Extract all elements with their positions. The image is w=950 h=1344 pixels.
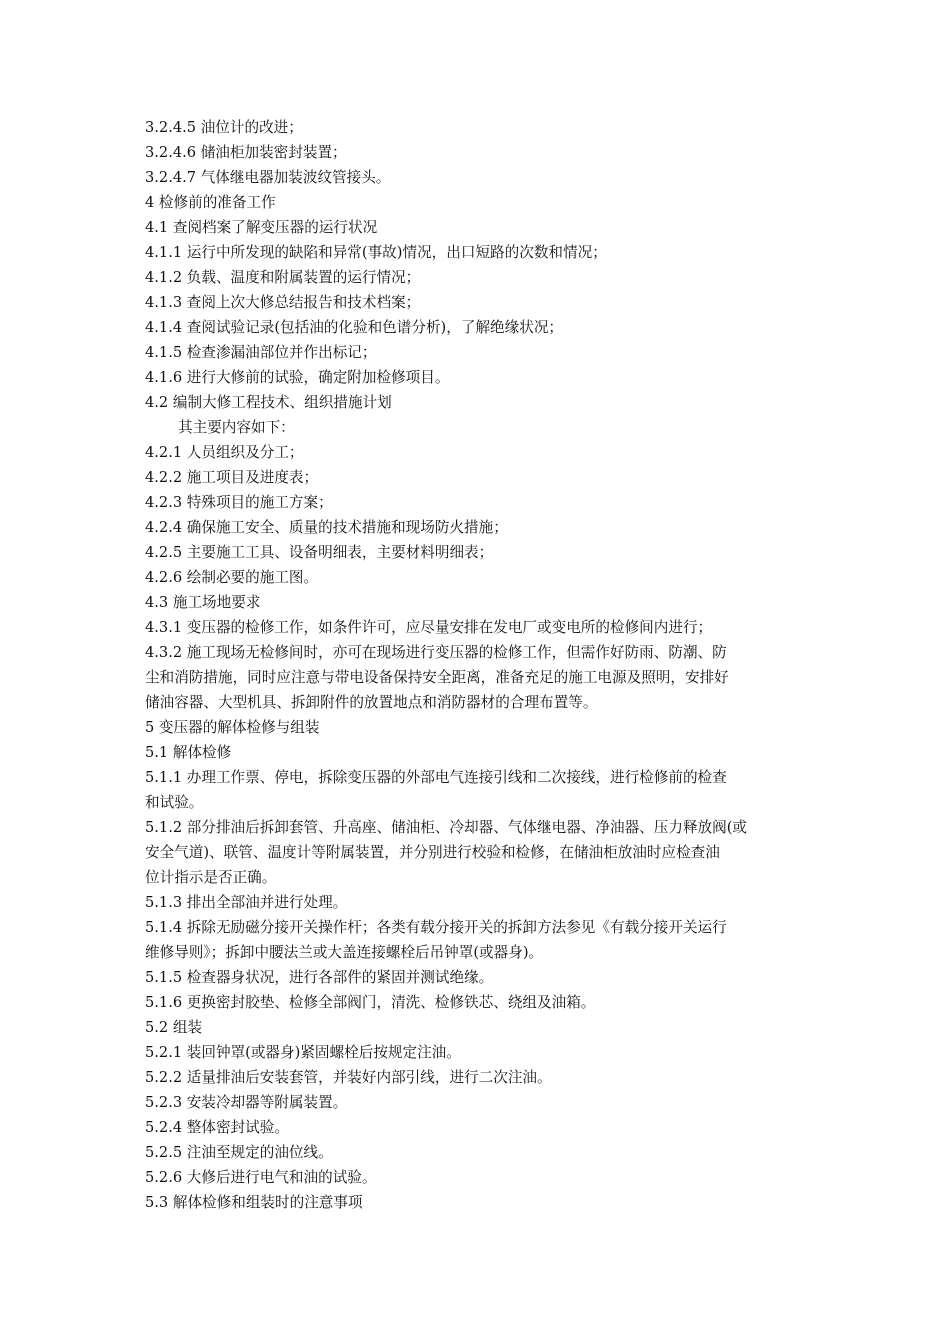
text-line: 4.1.6 进行大修前的试验，确定附加检修项目。 <box>145 369 450 386</box>
text-line: 和试验。 <box>145 794 204 811</box>
document-body <box>145 115 813 1215</box>
text-line: 4.2.5 主要施工工具、设备明细表，主要材料明细表； <box>145 544 494 561</box>
text-line: 5.1.2 部分排油后拆卸套管、升高座、储油柜、冷却器、气体继电器、净油器、压力释放阀(或 <box>145 819 748 836</box>
text-line: 3.2.4.5 油位计的改进； <box>145 119 303 136</box>
text-line: 3.2.4.6 储油柜加装密封装置； <box>145 144 347 161</box>
text-line: 4.1.1 运行中所发现的缺陷和异常(事故)情况，出口短路的次数和情况； <box>145 244 607 261</box>
text-line: 4.2.6 绘制必要的施工图。 <box>145 569 319 586</box>
subsection-heading: 4.1 查阅档案了解变压器的运行状况 <box>145 219 378 236</box>
text-line: 3.2.4.7 气体继电器加装波纹管接头。 <box>145 169 391 186</box>
text-line: 其主要内容如下： <box>178 419 295 436</box>
text-line: 5.1.5 检查器身状况，进行各部件的紧固并测试绝缘。 <box>145 969 494 986</box>
text-line: 5.1.4 拆除无励磁分接开关操作杆；各类有载分接开关的拆卸方法参见《有载分接开关运行 <box>145 919 727 936</box>
text-line: 4.3.2 施工现场无检修间时，亦可在现场进行变压器的检修工作，但需作好防雨、防潮、防 <box>145 644 727 661</box>
text-line: 维修导则》；拆卸中腰法兰或大盖连接螺栓后吊钟罩(或器身)。 <box>145 944 544 961</box>
section-heading: 4 检修前的准备工作 <box>145 194 276 211</box>
text-line: 5.2.1 装回钟罩(或器身)紧固螺栓后按规定注油。 <box>145 1044 461 1061</box>
subsection-heading: 5.1 解体检修 <box>145 744 232 761</box>
text-line: 5.2.3 安装冷却器等附属装置。 <box>145 1094 348 1111</box>
text-line: 4.1.4 查阅试验记录(包括油的化验和色谱分析)，了解绝缘状况； <box>145 319 564 336</box>
text-line: 4.3.1 变压器的检修工作，如条件许可，应尽量安排在发电厂或变电所的检修间内进行； <box>145 619 713 636</box>
text-line: 5.2.4 整体密封试验。 <box>145 1119 289 1136</box>
text-line: 5.1.1 办理工作票、停电，拆除变压器的外部电气连接引线和二次接线，进行检修前的检查 <box>145 769 727 786</box>
text-line: 5.2.5 注油至规定的油位线。 <box>145 1144 333 1161</box>
subsection-heading: 5.3 解体检修和组装时的注意事项 <box>145 1194 363 1211</box>
subsection-heading: 4.2 编制大修工程技术、组织措施计划 <box>145 394 392 411</box>
text-line: 5.2.2 适量排油后安装套管，并装好内部引线，进行二次注油。 <box>145 1069 552 1086</box>
text-line: 4.2.3 特殊项目的施工方案； <box>145 494 333 511</box>
text-line: 5.1.3 排出全部油并进行处理。 <box>145 894 348 911</box>
subsection-heading: 5.2 组装 <box>145 1019 203 1036</box>
section-heading: 5 变压器的解体检修与组装 <box>145 719 320 736</box>
text-line: 4.1.3 查阅上次大修总结报告和技术档案； <box>145 294 421 311</box>
subsection-heading: 4.3 施工场地要求 <box>145 594 261 611</box>
text-line: 安全气道)、联管、温度计等附属装置，并分别进行校验和检修，在储油柜放油时应检查油 <box>145 844 720 861</box>
text-line: 4.2.4 确保施工安全、质量的技术措施和现场防火措施； <box>145 519 508 536</box>
text-line: 尘和消防措施，同时应注意与带电设备保持安全距离，准备充足的施工电源及照明，安排好 <box>145 669 729 686</box>
text-line: 5.2.6 大修后进行电气和油的试验。 <box>145 1169 377 1186</box>
text-line: 5.1.6 更换密封胶垫、检修全部阀门，清洗、检修铁芯、绕组及油箱。 <box>145 994 596 1011</box>
text-line: 4.2.1 人员组织及分工； <box>145 444 304 461</box>
text-line: 储油容器、大型机具、拆卸附件的放置地点和消防器材的合理布置等。 <box>145 694 598 711</box>
text-line: 位计指示是否正确。 <box>145 869 277 886</box>
text-line: 4.1.2 负载、温度和附属装置的运行情况； <box>145 269 421 286</box>
text-line: 4.2.2 施工项目及进度表； <box>145 469 319 486</box>
text-line: 4.1.5 检查渗漏油部位并作出标记； <box>145 344 377 361</box>
